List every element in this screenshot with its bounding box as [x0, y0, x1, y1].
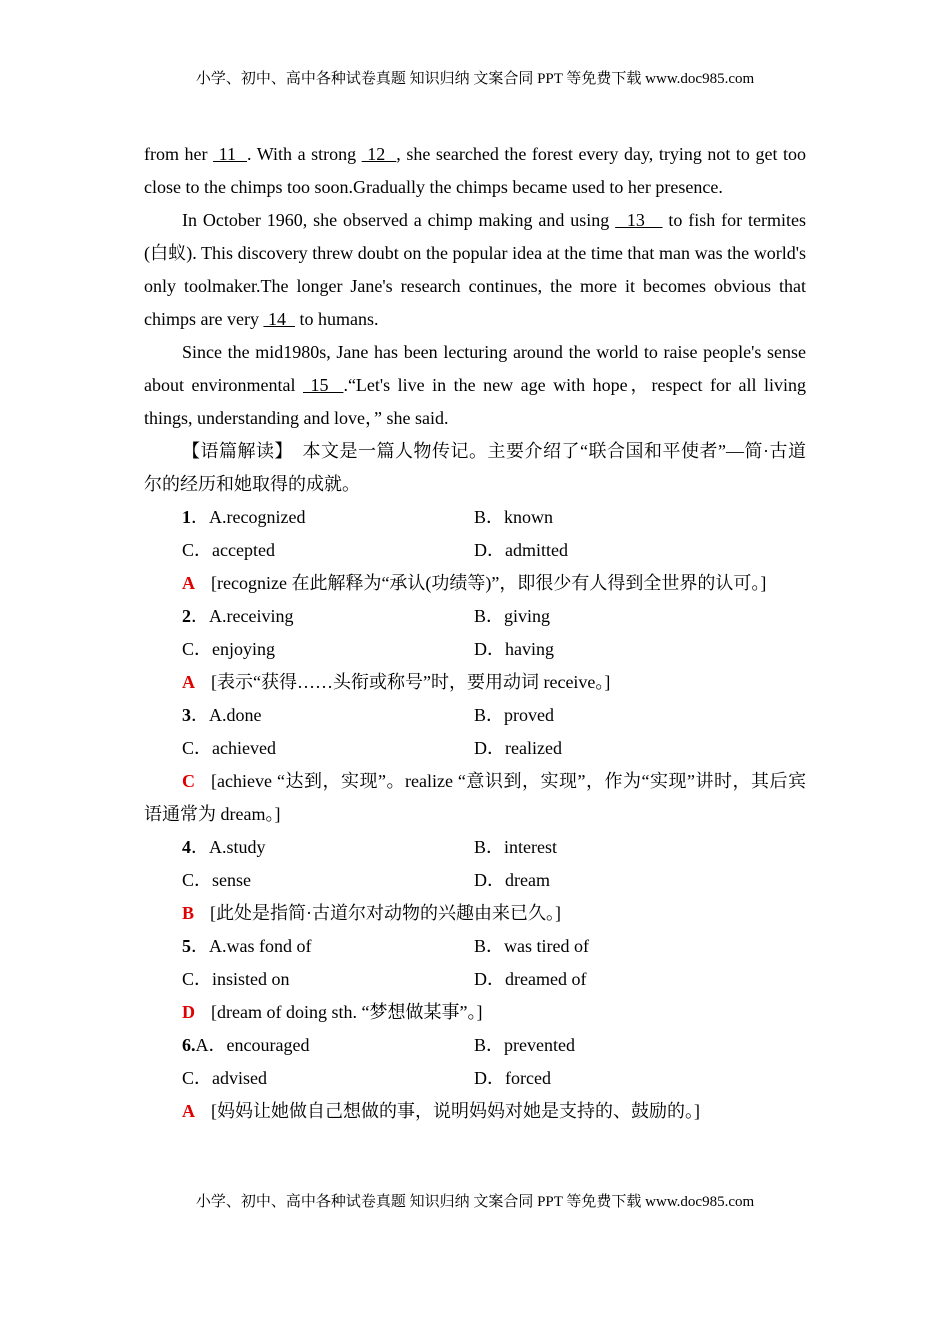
passage-paragraph	[144, 138, 806, 204]
explanation-text: [dream of doing sth. “梦想做某事”。]	[211, 1002, 483, 1022]
option-c: C．accepted	[182, 540, 275, 560]
question-row	[144, 1029, 806, 1062]
passage-paragraph	[144, 204, 806, 336]
option-a: 4．A.study	[182, 837, 266, 857]
answer-explanation	[144, 666, 806, 699]
answer-blank: 14	[263, 309, 295, 329]
option-a	[182, 1029, 474, 1062]
passage-text: In October 1960, she observed a chimp making and using	[182, 210, 616, 230]
answer-explanation	[144, 1095, 806, 1128]
explanation-text: [recognize 在此解释为“承认(功绩等)”，即很少有人得到全世界的认可。]	[211, 573, 767, 593]
explanation-text: [妈妈让她做自己想做的事，说明妈妈对她是支持的、鼓励的。]	[211, 1101, 700, 1121]
passage	[144, 138, 806, 435]
option-a-text: A.done	[209, 705, 262, 725]
answer-explanation	[144, 996, 806, 1029]
answer-letter: D	[182, 1002, 195, 1022]
question-row	[144, 633, 806, 666]
option-a: 5．A.was fond of	[182, 936, 312, 956]
answer-letter: A	[182, 1101, 195, 1121]
option-b: B．prevented	[474, 1035, 575, 1055]
answer-blank: 11	[213, 144, 248, 164]
option-b: B．was tired of	[474, 936, 589, 956]
question-row	[144, 864, 806, 897]
question-number: 2	[182, 606, 191, 626]
passage-text: from her	[144, 144, 214, 164]
question-row	[144, 831, 806, 864]
answer-letter: B	[182, 903, 195, 923]
question-row	[144, 699, 806, 732]
option-d: D．dreamed of	[474, 969, 587, 989]
option-a-text: A.recognized	[209, 507, 306, 527]
explanation-text: [表示“获得……头衔或称号”时，要用动词 receive。]	[211, 672, 611, 692]
option-a: 2．A.receiving	[182, 606, 294, 626]
question-number: 6.	[182, 1035, 196, 1055]
option-a-text: A.receiving	[209, 606, 294, 626]
passage-text: . With a strong	[247, 144, 362, 164]
question-row	[144, 732, 806, 765]
question-row	[144, 930, 806, 963]
option-a-text: A.was fond of	[209, 936, 312, 956]
question-row	[144, 501, 806, 534]
document-body	[144, 138, 806, 1128]
question-number: 3	[182, 705, 191, 725]
option-d: D．having	[474, 639, 554, 659]
option-b: B．proved	[474, 705, 554, 725]
option-c: C．achieved	[182, 738, 276, 758]
answer-blank: 13	[615, 210, 663, 230]
question-row	[144, 600, 806, 633]
option-d: D．realized	[474, 738, 562, 758]
explanation-text: [achieve “达到，实现”。realize “意识到，实现”，作为“实现”讲时，其后宾语通常为 dream。]	[144, 771, 806, 824]
option-c: C．sense	[182, 870, 251, 890]
passage-paragraph	[144, 336, 806, 435]
option-a: 1．A.recognized	[182, 507, 306, 527]
option-d: D．forced	[474, 1068, 551, 1088]
question-number: 5	[182, 936, 191, 956]
answer-explanation	[144, 765, 806, 831]
page-footer: 小学、初中、高中各种试卷真题 知识归纳 文案合同 PPT 等免费下载 www.doc985.com	[195, 1194, 755, 1210]
explanation-text: [此处是指简·古道尔对动物的兴趣由来已久。]	[210, 903, 561, 923]
option-c: C．enjoying	[182, 639, 275, 659]
option-c: C．advised	[182, 1068, 267, 1088]
question-number: 1	[182, 507, 191, 527]
option-b: B．interest	[474, 837, 557, 857]
passage-text: Since the mid1980s, Jane has been lecturing around the world to raise people's sense about environmental	[144, 342, 806, 395]
option-d: D．dream	[474, 870, 550, 890]
option-b: B．giving	[474, 606, 551, 626]
option-a-text: A.study	[209, 837, 266, 857]
answer-explanation	[144, 897, 806, 930]
question-row	[144, 534, 806, 567]
question-number: 4	[182, 837, 191, 857]
question-list	[144, 501, 806, 1128]
passage-text: .“Let's live in the new age with hope，respect for all living things, understanding and love，” she said.	[144, 375, 806, 428]
question-row	[144, 1062, 806, 1095]
passage-text: to fish for termites (白蚁). This discovery threw doubt on the popular idea at the time that man was the world's only toolmaker.The longer Jane's research continues, the more it becomes obvious that chimps are very	[144, 210, 806, 329]
option-a: 3．A.done	[182, 705, 262, 725]
option-c: C．insisted on	[182, 969, 290, 989]
passage-summary: 【语篇解读】 本文是一篇人物传记。主要介绍了“联合国和平使者”—简·古道尔的经历和她取得的成就。	[144, 441, 806, 494]
answer-letter: C	[182, 771, 195, 791]
passage-text: , she searched the forest every day, trying not to get too close to the chimps too soon.Gradually the chimps became used to her presence.	[144, 144, 806, 197]
answer-blank: 15	[302, 375, 344, 395]
page-header: 小学、初中、高中各种试卷真题 知识归纳 文案合同 PPT 等免费下载 www.doc985.com	[195, 71, 755, 87]
option-b: B．known	[474, 507, 554, 527]
option-d: D．admitted	[474, 540, 568, 560]
option-a-text: A．encouraged	[195, 1035, 310, 1055]
answer-letter: A	[182, 573, 195, 593]
answer-blank: 12	[361, 144, 397, 164]
passage-text: to humans.	[294, 309, 379, 329]
question-row	[144, 963, 806, 996]
answer-explanation	[144, 567, 806, 600]
answer-letter: A	[182, 672, 195, 692]
